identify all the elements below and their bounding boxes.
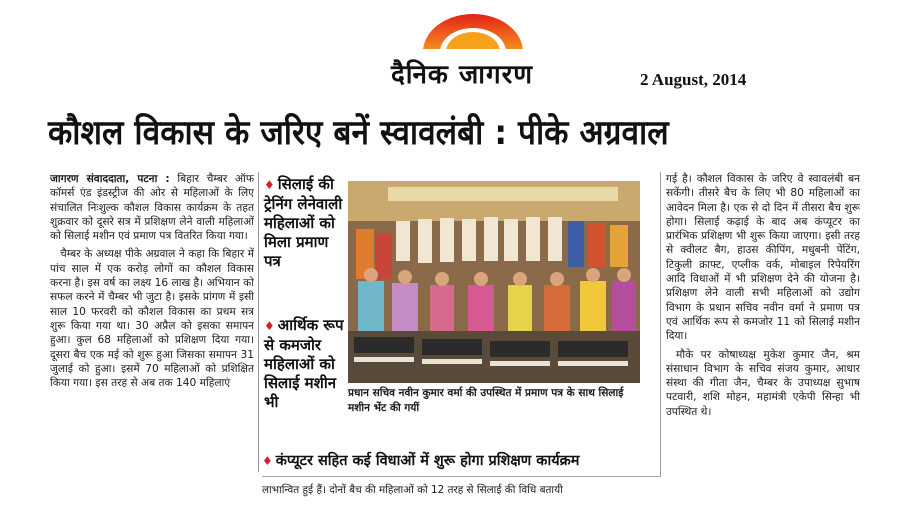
bullet-icon: ♦ bbox=[264, 178, 275, 192]
section-divider bbox=[262, 476, 660, 477]
column-divider bbox=[258, 172, 259, 472]
left-text-column bbox=[50, 172, 254, 517]
dateline: जागरण संवाददाता, पटना : bbox=[50, 173, 170, 185]
right-paragraph-2: मौके पर कोषाध्यक्ष मुकेश कुमार जैन, श्रम संसाधान विभाग के सचिव संजय कुमार, आधार संस्था की गीता जैन, चैम्बर के उपाध्यक्ष सुभाष पटवारी, शशि मोहन, महामंत्री एकेपी सिन्हा भी उपस्थित थे। bbox=[666, 348, 860, 418]
bullet-icon: ♦ bbox=[264, 319, 275, 333]
column-divider bbox=[660, 172, 661, 477]
bullet-icon: ♦ bbox=[262, 454, 273, 468]
left-paragraph-2: चैम्बर के अध्यक्ष पीके अग्रवाल ने कहा कि बिहार में पांच साल में एक करोड़ लोगों का कौशल विकास करना है। इस वर्ष का लक्ष्य 16 लाख है। अभियान को सफल करने में चैम्बर भी जुटा है। इसके प्रांगण में इसी साल 10 फरवरी को कौशल विकास का प्रथम सत्र शुरू किया गया था। 30 अप्रैल को इसका समापन हुआ। कुल 68 महिलाओं को प्रशिक्षण दिया गया। दूसरा बैच एक मई को शुरू हुआ जिसका समापन 31 जुलाई को हुआ। इसमें 70 महिलाओं को प्रशिक्षित किया गया। इस तरह से अब तक 140 महिलाएं bbox=[50, 248, 254, 390]
photo-caption: प्रधान सचिव नवीन कुमार वर्मा की उपस्थित में प्रमाण पत्र के साथ सिलाई मशीन भेंट की गयीं bbox=[348, 387, 624, 414]
event-photo bbox=[348, 181, 640, 383]
newspaper-name: दैनिक जागरण bbox=[390, 60, 534, 90]
left-paragraph-1: जागरण संवाददाता, पटना : बिहार चैम्बर ऑफ कॉमर्स एंड इंडस्ट्रीज की ओर से महिलाओं के लिए संचालित निःशुल्क कौशल विकास कार्यक्रम के तहत शुक्रवार को दूसरे सत्र में प्रशिक्षण लेने वाली महिलाओं को सिलाई मशीन एवं प्रमाण पत्र वितरित किया गया। bbox=[50, 173, 254, 243]
right-text-column bbox=[666, 172, 860, 512]
pullout-quote-2: ♦ आर्थिक रूप से कमजोर महिलाओं को सिलाई मशीन भी bbox=[264, 316, 344, 411]
continued-text-line: लाभान्वित हुई हैं। दोनों बैच की महिलाओं को 12 तरह से सिलाई की विधि बतायी bbox=[262, 484, 563, 496]
article-headline: कौशल विकास के जरिए बनें स्वावलंबी : पीके अग्रवाल bbox=[48, 113, 669, 153]
article-date: 2 August, 2014 bbox=[640, 70, 747, 89]
right-paragraph-1: गई है। कौशल विकास के जरिए वे स्वावलंबी बन सकेंगी। तीसरे बैच के लिए भी 80 महिलाओं का आवेदन मिला है। एक से दो दिन में तीसरा बैच शुरू होगा। सिलाई कढ़ाई के बाद अब कंप्यूटर का प्रारंभिक प्रशिक्षण भी शुरू किया जाएगा। इसी तरह से क्वीलट बैग, हाउस कीपिंग, मधुबनी पेंटिंग, टिकुली क्राफ्ट, एप्लीक वर्क, मोबाइल रिपेयरिंग आदि विधाओं में भी प्रशिक्षण देने की योजना है। प्रशिक्षण लेने वाली सभी महिलाओं को उद्योग विभाग के प्रधान सचिव नवीन वर्मा ने प्रमाण पत्र एवं आर्थिक रूप से कमजोर 11 को सिलाई मशीन दिया। bbox=[666, 173, 860, 343]
pullout-quote-1: ♦ सिलाई की ट्रेनिंग लेनेवाली महिलाओं को मिला प्रमाण पत्र bbox=[264, 175, 343, 270]
newspaper-logo-sun-icon bbox=[418, 12, 528, 52]
pullout-quote-3: ♦ कंप्यूटर सहित कई विधाओं में शुरू होगा प्रशिक्षण कार्यक्रम bbox=[262, 453, 580, 469]
